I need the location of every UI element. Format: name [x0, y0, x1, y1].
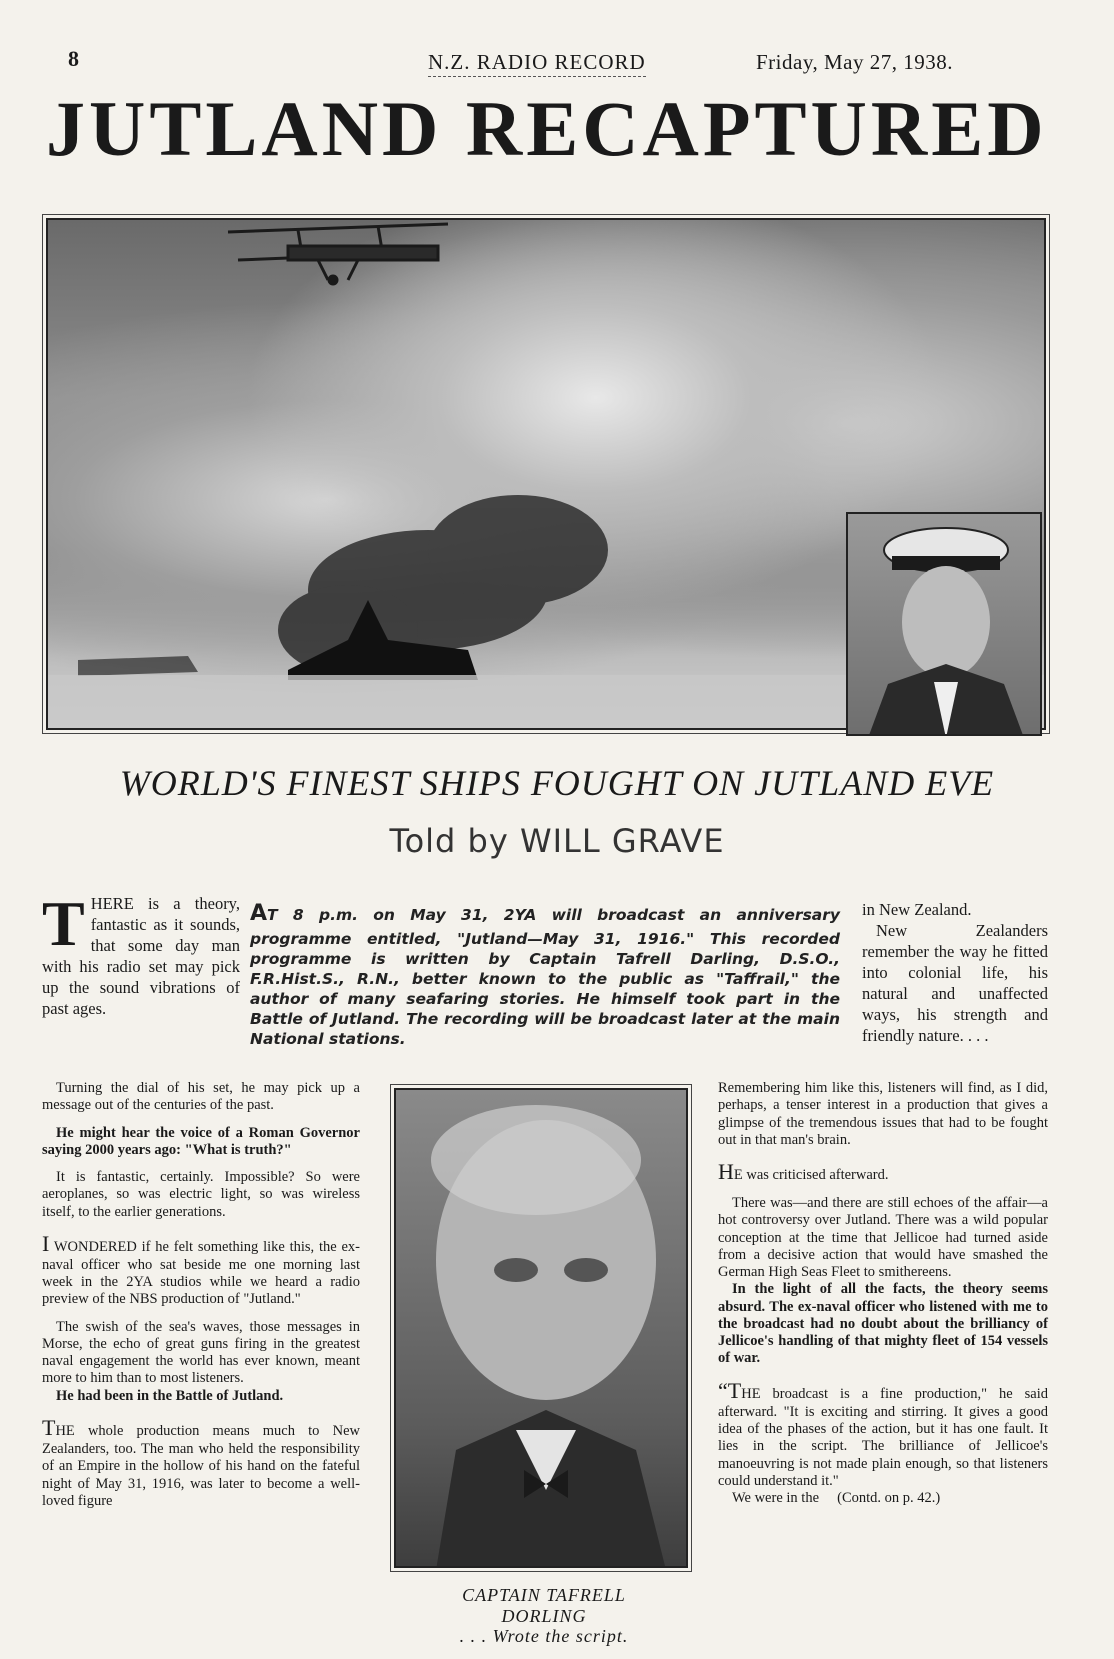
- paragraph: Turning the dial of his set, he may pick up a message out of the centuries of the past.: [42, 1080, 360, 1114]
- page-number: 8: [68, 46, 79, 71]
- jellicoe-portrait-inset: [846, 512, 1042, 736]
- caption-name: CAPTAIN TAFRELL: [462, 1585, 626, 1605]
- biplane-icon: [228, 224, 448, 284]
- paragraph: I WONDERED if he felt something like this, the ex-naval officer who sat beside me one morning last week in the 2YA studios while we heard a radio preview of the NBS production of "Jutland.": [42, 1230, 360, 1308]
- article-column-right-top: [862, 900, 1048, 1057]
- paragraph: There was—and there are still echoes of the affair—a hot controversy over Jutland. There was a wild popular conception at the time that Jellicoe had turned aside from a decisive action that would have smashed the German High Seas Fleet to smithereens.: [718, 1195, 1048, 1281]
- paragraph: New Zealanders remember the way he fitted into colonial life, his natural and unaffected ways, his strength and friendly nature. . . .: [862, 920, 1048, 1045]
- masthead: N.Z. RADIO RECORD: [428, 50, 646, 77]
- paragraph: in New Zealand.: [862, 900, 972, 919]
- paragraph-emphasis: He had been in the Battle of Jutland.: [56, 1387, 284, 1404]
- caption-note: . . . Wrote the script.: [459, 1626, 629, 1647]
- paragraph: HE was criticised afterward.: [718, 1159, 889, 1184]
- paragraph-emphasis: He might hear the voice of a Roman Governor saying 2000 years ago: "What is truth?": [42, 1124, 360, 1158]
- officer-portrait-illustration: [848, 514, 1042, 736]
- continued-notice: (Contd. on p. 42.): [837, 1490, 941, 1507]
- paragraph-continued: We were in the (Contd. on p. 42.): [732, 1490, 941, 1507]
- article-column-right: [718, 1080, 1048, 1507]
- article-column-left-lower: [42, 1080, 360, 1510]
- photo-caption: [394, 1585, 694, 1647]
- article-column-left: [42, 888, 240, 1020]
- subheadline: WORLD'S FINEST SHIPS FOUGHT ON JUTLAND EVE: [119, 763, 995, 803]
- captain-portrait-illustration: [396, 1090, 688, 1568]
- paragraph-emphasis: In the light of all the facts, the theory seems absurd. The ex-naval officer who listened with me to the broadcast had no doubt about the brilliancy of Jellicoe's handling of that mighty fleet of 154 vessels of war.: [718, 1281, 1048, 1367]
- paragraph: The swish of the sea's waves, those messages in Morse, the echo of great guns firing in the greatest naval engagement the world has ever known, meant more to him than to most listeners.: [42, 1318, 360, 1387]
- paragraph: Remembering him like this, listeners will find, as I did, perhaps, a tenser interest in a production that gives a glimpse of the tremendous issues that had to be fought out in that man's brain.: [718, 1080, 1048, 1148]
- lead-paragraph: THERE is a theory, fantastic as it sounds, that some day man with his radio set may pick up the sound vibrations of past ages.: [42, 888, 240, 1018]
- paragraph: THE whole production means much to New Zealanders, too. The man who held the responsibility of an Empire in the hollow of his hand on the fateful night of May 31, 1916, was later to become a well-loved figure: [42, 1414, 360, 1509]
- issue-date: Friday, May 27, 1938.: [756, 50, 953, 74]
- darling-portrait: [394, 1088, 688, 1568]
- byline: Told by WILL GRAVE: [389, 822, 725, 860]
- intro-cap: A: [250, 901, 268, 926]
- intro-text: T 8 p.m. on May 31, 2YA will broadcast an anniversary programme entitled, "Jutland—May 31, 1916." This recorded programme is written by Captain Tafrell Darling, D.S.O., F.R.Hist.S., R.N., better known to the public as "Taffrail," the author of many seafaring stories. He himself took part in the Battle of Jutland. The recording will be broadcast later at the main National stations.: [250, 906, 840, 1049]
- caption-name-2: DORLING: [501, 1605, 587, 1626]
- paragraph: It is fantastic, certainly. Impossible? So were aeroplanes, so was electric light, so was wireless itself, to the earlier generations.: [42, 1169, 360, 1220]
- intro-note: [250, 900, 840, 1049]
- headline: JUTLAND RECAPTURED: [46, 85, 1048, 172]
- drop-cap: T: [42, 888, 85, 959]
- paragraph: “THE broadcast is a fine production," he said afterward. "It is exciting and stirring. It gives a good idea of the phases of the action, but it has one fault. It lies in the script. The brilliance of Jellicoe's manoeuvring is not made plain enough, so that listeners could understand it.": [718, 1377, 1048, 1489]
